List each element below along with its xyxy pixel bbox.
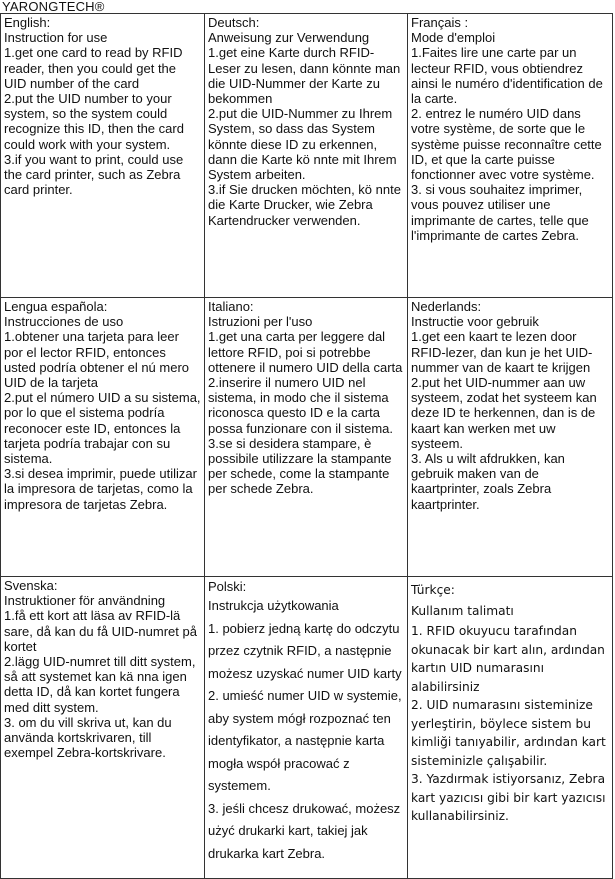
instruction-cell-svenska <box>1 577 205 879</box>
instruction-step: 1.get una carta per leggere dal lettore RFID, poi si potrebbe ottenere il numero UID della carta <box>208 329 403 375</box>
instruction-heading: Instructie voor gebruik <box>411 314 539 330</box>
instruction-step: 3. Als u wilt afdrukken, kan gebruik maken van de kaartprinter, zoals Zebra kaartprinter. <box>411 451 565 512</box>
instruction-step: 2.put the UID number to your system, so the system could recognize this ID, then the card could work with your system. <box>4 91 184 152</box>
instruction-step: 2.lägg UID-numret till ditt system, så att systemet kan kä nna igen detta ID, då kan kortet fungera med ditt system. <box>4 654 196 715</box>
instruction-cell-francais <box>408 14 613 298</box>
language-label: English: <box>4 15 51 30</box>
instruction-step: 3. jeśli chcesz drukować, możesz użyć drukarki kart, takiej jak drukarka kart Zebra. <box>208 800 401 861</box>
language-label: Nederlands: <box>411 299 482 314</box>
instruction-step: 3. si vous souhaitez imprimer, vous pouvez utiliser une imprimante de cartes, telle que l'imprimante de cartes Zebra. <box>411 182 589 243</box>
language-label: Lengua española: <box>4 299 108 314</box>
instruction-row <box>1 14 613 298</box>
instruction-heading: Mode d'emploi <box>411 30 496 46</box>
instruction-cell-italiano <box>205 298 408 577</box>
instruction-heading: Instruktioner för användning <box>4 593 166 609</box>
instruction-step: 2.put het UID-nummer aan uw systeem, zodat het systeem kan deze ID te herkennen, dan is de kaart kan werken met uw systeem. <box>411 375 597 451</box>
language-label: Italiano: <box>208 299 254 314</box>
instruction-step: 1.get een kaart te lezen door RFID-lezer, dan kun je het UID-nummer van de kaart te krijgen <box>411 329 593 375</box>
instruction-cell-espanol <box>1 298 205 577</box>
instruction-cell-deutsch <box>205 14 408 298</box>
instruction-step: 1. pobierz jedną kartę do odczytu przez czytnik RFID, a następnie możesz uzyskać numer UID karty <box>208 620 402 681</box>
instruction-cell-nederlands <box>408 298 613 577</box>
instruction-cell-polski <box>205 577 408 879</box>
instruction-step: 1.Faites lire une carte par un lecteur RFID, vous obtiendrez ainsi le numéro d'identification de la carte. <box>411 45 603 107</box>
instruction-heading: Istruzioni per l'uso <box>208 314 313 330</box>
language-label: Türkçe: <box>411 583 455 597</box>
instruction-heading: Instrukcja użytkowania <box>208 598 339 613</box>
instruction-step: 2. umieść numer UID w systemie, aby system mógł rozpoznać ten identyfikator, a następnie karta mogła współ pracować z systemem. <box>208 688 402 793</box>
instruction-step: 2. entrez le numéro UID dans votre système, de sorte que le système puisse reconnaître cette ID, et que la carte puisse fonctionner avec votre système. <box>411 106 602 183</box>
instruction-cell-turkce <box>408 577 613 879</box>
instruction-cell-english <box>1 14 205 298</box>
language-label: Svenska: <box>4 578 58 593</box>
instruction-step: 3.si desea imprimir, puede utilizar la impresora de tarjetas, como la impresora de tarjetas Zebra. <box>4 466 197 512</box>
instruction-step: 1. RFID okuyucu tarafından okunacak bir kart alın, ardından kartın UID numarasını alabilirsiniz <box>411 624 605 694</box>
instruction-step: 1.get one card to read by RFID reader, then you could get the UID number of the card <box>4 45 183 91</box>
instruction-step: 3.se si desidera stampare, è possibile utilizzare la stampante per schede, come la stampante per schede Zebra. <box>208 435 392 497</box>
instruction-step: 2. UID numarasını sisteminize yerleştirin, böylece sistem bu kimliği tanıyabilir, ardından kart sisteminizle çalışabilir. <box>411 698 606 768</box>
instruction-row <box>1 577 613 879</box>
language-label: Français : <box>411 15 469 30</box>
language-label: Deutsch: <box>208 15 260 30</box>
instruction-step: 2.put el número UID a su sistema, por lo que el sistema podría reconocer este ID, entonces la tarjeta podría trabajar con su sistema. <box>4 390 201 467</box>
instruction-step: 3.if Sie drucken möchten, kö nnte die Karte Drucker, wie Zebra Kartendrucker verwenden. <box>208 182 401 228</box>
instruction-step: 2.inserire il numero UID nel sistema, in modo che il sistema riconosca questo ID e la carta possa funzionare con il sistema. <box>208 375 393 436</box>
instruction-heading: Instruction for use <box>4 30 108 46</box>
brand-name: YARONGTECH® <box>2 0 105 14</box>
instruction-heading: Instrucciones de uso <box>4 314 124 330</box>
instruction-step: 3. om du vill skriva ut, kan du använda kortskrivaren, till exempel Zebra-kortskrivare. <box>4 714 172 761</box>
instruction-step: 1.obtener una tarjeta para leer por el lector RFID, entonces usted podría obtener el nú mero UID de la tarjeta <box>4 329 190 391</box>
instruction-step: 1.få ett kort att läsa av RFID-lä sare, då kan du få UID-numret på kortet <box>4 608 197 654</box>
language-label: Polski: <box>208 579 247 594</box>
instruction-heading: Kullanım talimatı <box>411 604 514 618</box>
instruction-step: 3.if you want to print, could use the card printer, such as Zebra card printer. <box>4 151 184 198</box>
instruction-step: 3. Yazdırmak istiyorsanız, Zebra kart yazıcısı gibi bir kart yazıcısı kullanabilirsiniz. <box>411 772 606 823</box>
instruction-row <box>1 298 613 577</box>
instruction-step: 2.put die UID-Nummer zu Ihrem System, so dass das System könnte diese ID zu erkennen, dann die Karte kö nnte mit Ihrem System arbeiten. <box>208 106 397 183</box>
instruction-step: 1.get eine Karte durch RFID-Leser zu lesen, dann könnte man die UID-Nummer der Karte zu bekommen <box>208 45 401 107</box>
instruction-heading: Anweisung zur Verwendung <box>208 30 370 46</box>
instruction-grid <box>0 13 613 879</box>
